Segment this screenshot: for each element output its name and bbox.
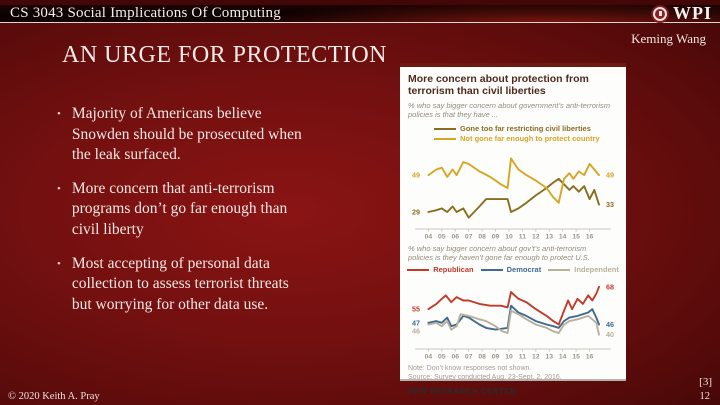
legend-line-icon [434, 128, 456, 130]
svg-text:07: 07 [464, 233, 473, 240]
svg-text:08: 08 [478, 353, 486, 361]
course-title: CS 3043 Social Implications Of Computing [10, 5, 281, 21]
svg-text:08: 08 [478, 233, 486, 240]
chart1-legend [434, 124, 618, 144]
legend-item [548, 265, 619, 274]
chart2-subtitle: % who say bigger concern about gov’t’s anti-terrorism policies is they haven’t gone far enough to protect U.S. [408, 243, 590, 262]
page-title: AN URGE FOR PROTECTION [62, 42, 388, 68]
svg-text:12: 12 [532, 233, 540, 240]
svg-text:09: 09 [491, 233, 500, 240]
wpi-logo [651, 3, 720, 24]
legend-item [481, 265, 542, 274]
svg-text:11: 11 [518, 233, 526, 240]
legend-label: Republican [433, 265, 474, 275]
wpi-seal-icon [651, 5, 669, 23]
chart-notes [408, 365, 618, 383]
legend-line-icon [407, 269, 429, 271]
svg-text:13: 13 [545, 353, 554, 361]
svg-text:12: 12 [532, 353, 540, 361]
svg-text:40: 40 [606, 330, 614, 340]
legend-item [407, 265, 473, 274]
svg-text:49: 49 [606, 170, 614, 180]
svg-text:06: 06 [451, 233, 460, 240]
svg-text:14: 14 [558, 233, 567, 240]
bullet-icon: • [57, 182, 61, 195]
svg-text:15: 15 [572, 233, 580, 240]
wpi-logo-text: WPI [673, 3, 712, 23]
chart2-lines [408, 275, 618, 361]
svg-text:04: 04 [424, 353, 433, 361]
svg-text:46: 46 [412, 326, 420, 336]
chart1-lines [408, 145, 618, 241]
bullet-item [57, 179, 357, 241]
svg-text:68: 68 [606, 282, 614, 292]
svg-text:05: 05 [438, 353, 446, 361]
bullet-icon: • [57, 257, 61, 270]
bullet-text: Majority of Americans believe Snowden should be prosecuted when the leak surfaced. [71, 105, 302, 164]
svg-text:13: 13 [545, 233, 554, 240]
svg-text:11: 11 [518, 353, 526, 361]
legend-line-icon [481, 269, 503, 271]
legend-line-icon [434, 138, 456, 140]
svg-text:49: 49 [412, 170, 420, 180]
svg-text:16: 16 [585, 353, 594, 361]
page-number: 12 [699, 391, 710, 402]
svg-text:29: 29 [412, 207, 420, 217]
reference-number: [3] [699, 376, 712, 388]
chart-brand: PEW RESEARCH CENTER [408, 386, 517, 396]
svg-text:55: 55 [412, 304, 420, 314]
svg-text:47: 47 [412, 318, 420, 328]
bullet-text: More concern that anti-terrorism programs don’t go far enough than civil liberty [71, 179, 288, 239]
svg-text:09: 09 [491, 353, 500, 361]
legend-label: Not gone far enough to protect country [460, 134, 600, 143]
chart-source: Source: Survey conducted Aug. 23-Sept. 2, 2016. [408, 374, 562, 381]
svg-text:04: 04 [424, 233, 433, 240]
svg-text:14: 14 [558, 353, 567, 361]
chart-panel [400, 63, 626, 396]
chart-title: More concern about protection from terrorism than civil liberties [408, 73, 589, 98]
svg-text:33: 33 [606, 199, 614, 209]
bullet-item [57, 104, 357, 166]
chart-note: Note: Don’t know responses not shown. [408, 365, 532, 373]
chart2-legend [408, 265, 618, 274]
svg-text:07: 07 [464, 353, 473, 361]
legend-label: Independent [574, 265, 619, 275]
svg-text:05: 05 [438, 233, 446, 240]
svg-text:16: 16 [585, 233, 594, 240]
legend-line-icon [548, 269, 570, 271]
svg-text:46: 46 [606, 320, 614, 330]
header-bar [0, 0, 720, 23]
bullet-text: Most accepting of personal data collection to assess terrorist threats but worrying for other data use. [71, 254, 289, 313]
svg-text:15: 15 [572, 353, 580, 361]
svg-text:06: 06 [451, 353, 460, 361]
legend-item [434, 124, 618, 134]
svg-text:10: 10 [505, 233, 513, 240]
bullet-list [57, 104, 357, 328]
legend-label: Gone too far restricting civil liberties [460, 124, 591, 133]
chart-subtitle: % who say bigger concern about government’s anti-terrorism policies is that they have ... [408, 100, 611, 120]
author-name: Keming Wang [631, 31, 706, 46]
legend-item [434, 134, 618, 144]
svg-text:10: 10 [505, 353, 513, 361]
legend-label: Democrat [506, 265, 542, 275]
copyright: © 2020 Keith A. Pray [8, 391, 100, 402]
bullet-item [57, 254, 357, 316]
bullet-icon: • [57, 108, 61, 120]
